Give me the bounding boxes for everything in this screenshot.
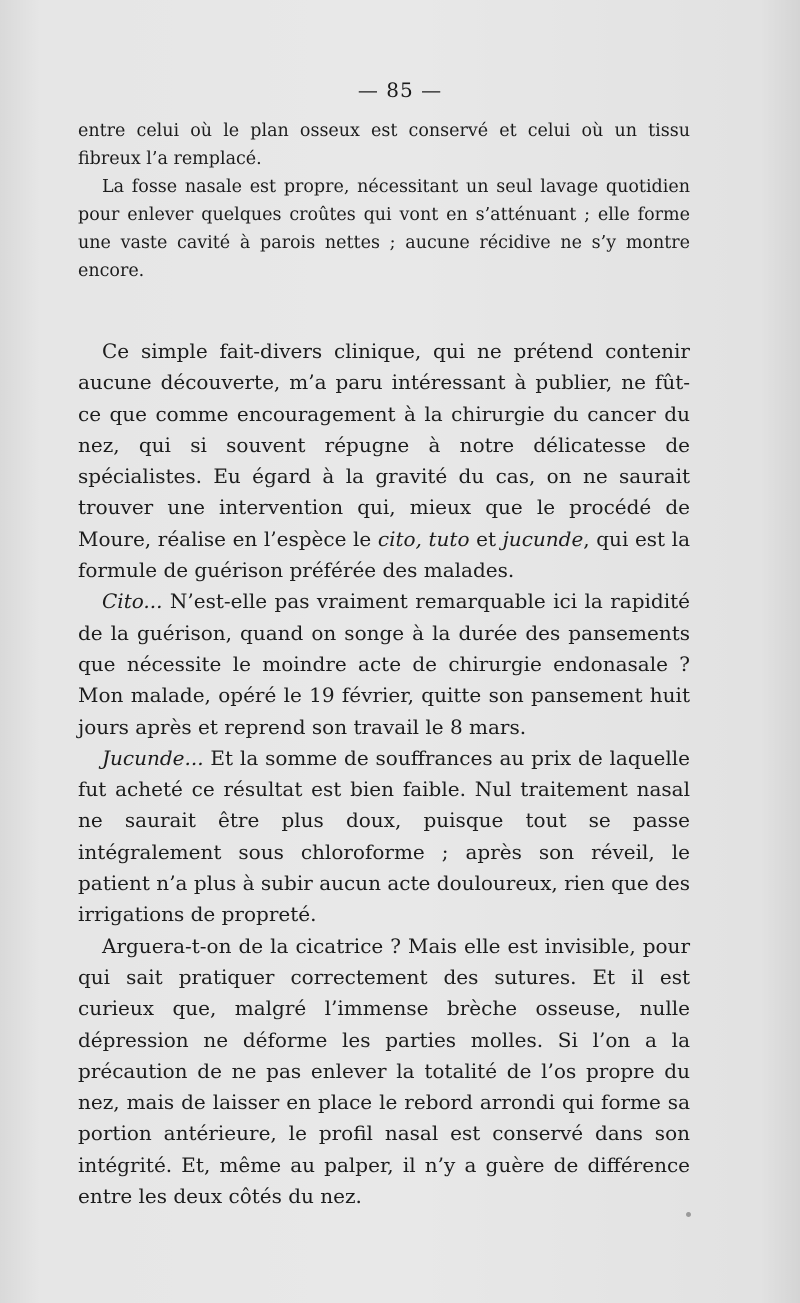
- paragraph-continuation: entre celui où le plan osseux est conservé et celui où un tissu fibreux l’a remplacé.: [78, 121, 690, 169]
- text-run: , qui est la formule de guérison préférée des malades.: [78, 526, 691, 583]
- paragraph-clinical-case: [78, 336, 690, 586]
- paragraph-cito: [78, 586, 690, 742]
- text-run: Et la somme de souffrances au prix de laquelle fut acheté ce résultat est bien faible. Nul traitement nasal ne saurait être plus doux, puisque tout se passe intégralement sous chloroforme ; après son réveil, le patient n’a plus à subir aucun acte douloureux, rien que des irrigations de propreté.: [78, 745, 690, 927]
- page-number: — 85 —: [357, 78, 443, 102]
- paper-speck: [686, 1212, 691, 1217]
- italic-phrase-cito-tuto: cito, tuto: [377, 526, 470, 551]
- text-run: N’est-elle pas vraiment remarquable ici la rapidité de la guérison, quand on songe à la durée des pansements que nécessite le moindre acte de chirurgie endonasale ? Mon malade, opéré le 19 février, quitte son pansement huit jours après et reprend son travail le 8 mars.: [78, 589, 690, 739]
- paragraph-nasal-fossa: La fosse nasale est propre, nécessitant un seul lavage quotidien pour enlever quelques croûtes qui vont en s’atténuant ; elle forme une vaste cavité à parois nettes ; aucune récidive ne s’y montre encore.: [78, 177, 690, 281]
- main-text-block: [78, 336, 690, 1212]
- continuation-block: [78, 117, 690, 285]
- italic-word-jucunde: jucunde: [502, 526, 584, 551]
- text-run: et: [469, 526, 503, 551]
- paragraph-jucunde: [78, 743, 690, 931]
- italic-lead-jucunde: Jucunde...: [102, 745, 204, 770]
- paragraph-scar: Arguera-t-on de la cicatrice ? Mais elle est invisible, pour qui sait pratiquer correctement des sutures. Et il est curieux que, malgré l’immense brèche osseuse, nulle dépression ne déforme les parties molles. Si l’on a la précaution de ne pas enlever la totalité de l’os propre du nez, mais de laisser en place le rebord arrondi qui forme sa portion antérieure, le profil nasal est conservé dans son intégrité. Et, même au palper, il n’y a guère de différence entre les deux côtés du nez.: [78, 933, 690, 1209]
- italic-lead-cito: Cito...: [102, 589, 163, 614]
- text-run: Ce simple fait-divers clinique, qui ne prétend contenir aucune découverte, m’a paru intéressant à publier, ne fût-ce que comme encouragement à la chirurgie du cancer du nez, qui si souvent répugne à notre délicatesse de spécialistes. Eu égard à la gravité du cas, on ne saurait trouver une intervention qui, mieux que le procédé de Moure, réalise en l’espèce le: [78, 339, 690, 551]
